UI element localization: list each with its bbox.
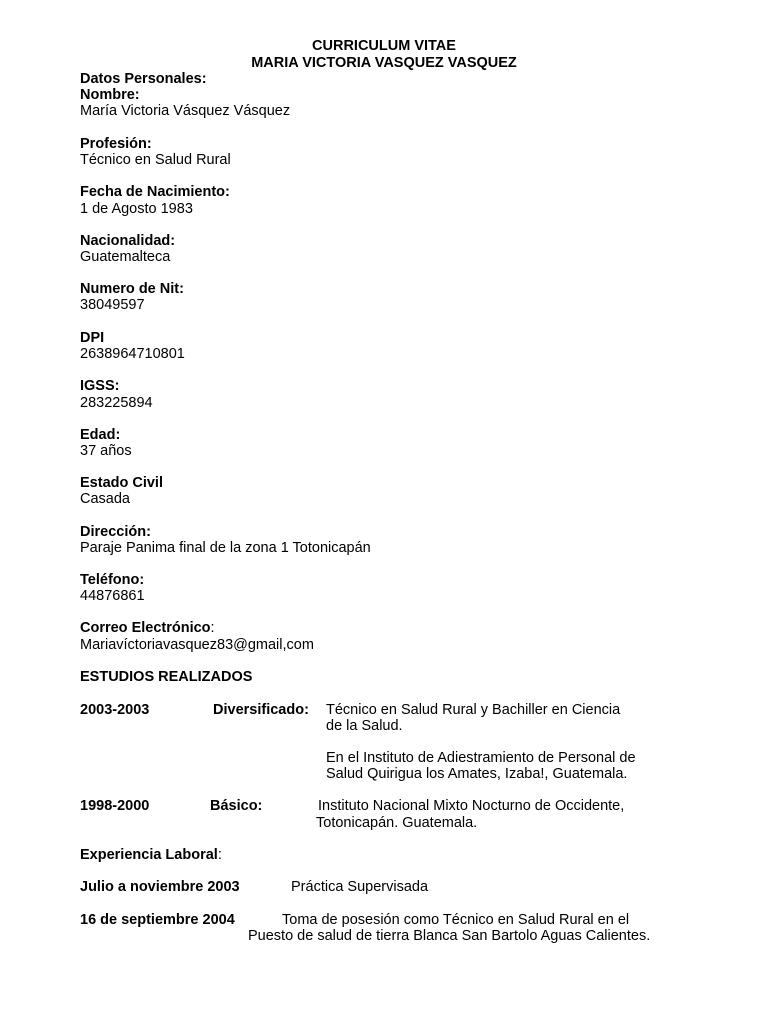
study-description-line: de la Salud. [326, 718, 403, 734]
field-label-nit: Numero de Nit: [80, 281, 184, 297]
study-description-line: Instituto Nacional Mixto Nocturno de Occidente, [318, 798, 625, 814]
study-institution-line: Salud Quirigua los Amates, Izaba!, Guatemala. [326, 766, 628, 782]
field-value-nacionalidad: Guatemalteca [80, 249, 171, 265]
field-label-correo-text: Correo Electrónico [80, 620, 211, 636]
field-value-direccion: Paraje Panima final de la zona 1 Totonicapán [80, 540, 371, 556]
field-label-correo-colon: : [210, 620, 215, 636]
field-value-estado-civil: Casada [80, 491, 130, 507]
field-label-direccion: Dirección: [80, 524, 151, 540]
experience-description-line: Puesto de salud de tierra Blanca San Bartolo Aguas Calientes. [248, 928, 651, 944]
field-label-telefono: Teléfono: [80, 572, 145, 588]
field-value-nombre: María Victoria Vásquez Vásquez [80, 103, 291, 119]
field-label-correo [80, 620, 215, 637]
field-label-profesion: Profesión: [80, 136, 152, 152]
experience-description-line: Práctica Supervisada [291, 879, 429, 895]
study-years: 2003-2003 [80, 702, 150, 718]
study-years: 1998-2000 [80, 798, 150, 814]
studies-heading: ESTUDIOS REALIZADOS [80, 669, 253, 685]
personal-data-heading: Datos Personales: [80, 71, 207, 87]
field-label-nombre: Nombre: [80, 87, 140, 103]
study-level: Básico: [210, 798, 263, 814]
experience-heading-colon: : [217, 847, 222, 863]
experience-date: Julio a noviembre 2003 [80, 879, 240, 895]
experience-date: 16 de septiembre 2004 [80, 912, 235, 928]
field-label-edad: Edad: [80, 427, 121, 443]
field-value-profesion: Técnico en Salud Rural [80, 152, 231, 168]
field-value-telefono: 44876861 [80, 588, 145, 604]
candidate-name-heading: MARIA VICTORIA VASQUEZ VASQUEZ [251, 55, 517, 71]
field-value-fecha-nacimiento: 1 de Agosto 1983 [80, 201, 193, 217]
field-label-fecha-nacimiento: Fecha de Nacimiento: [80, 184, 230, 200]
study-description-line: Totonicapán. Guatemala. [316, 815, 478, 831]
field-value-dpi: 2638964710801 [80, 346, 185, 362]
field-value-correo: Mariavíctoriavasquez83@gmail,com [80, 637, 314, 653]
study-institution-line: En el Instituto de Adiestramiento de Personal de [326, 750, 636, 766]
field-label-dpi: DPI [80, 330, 105, 346]
field-value-edad: 37 años [80, 443, 132, 459]
field-label-estado-civil: Estado Civil [80, 475, 163, 491]
document-title: CURRICULUM VITAE [312, 38, 456, 54]
field-value-nit: 38049597 [80, 297, 145, 313]
experience-description-line: Toma de posesión como Técnico en Salud Rural en el [282, 912, 630, 928]
experience-heading-text: Experiencia Laboral [80, 847, 218, 863]
study-level: Diversificado: [213, 702, 309, 718]
experience-heading [80, 847, 222, 864]
field-label-nacionalidad: Nacionalidad: [80, 233, 176, 249]
field-value-igss: 283225894 [80, 395, 153, 411]
study-description-line: Técnico en Salud Rural y Bachiller en Ciencia [326, 702, 621, 718]
field-label-igss: IGSS: [80, 378, 120, 394]
